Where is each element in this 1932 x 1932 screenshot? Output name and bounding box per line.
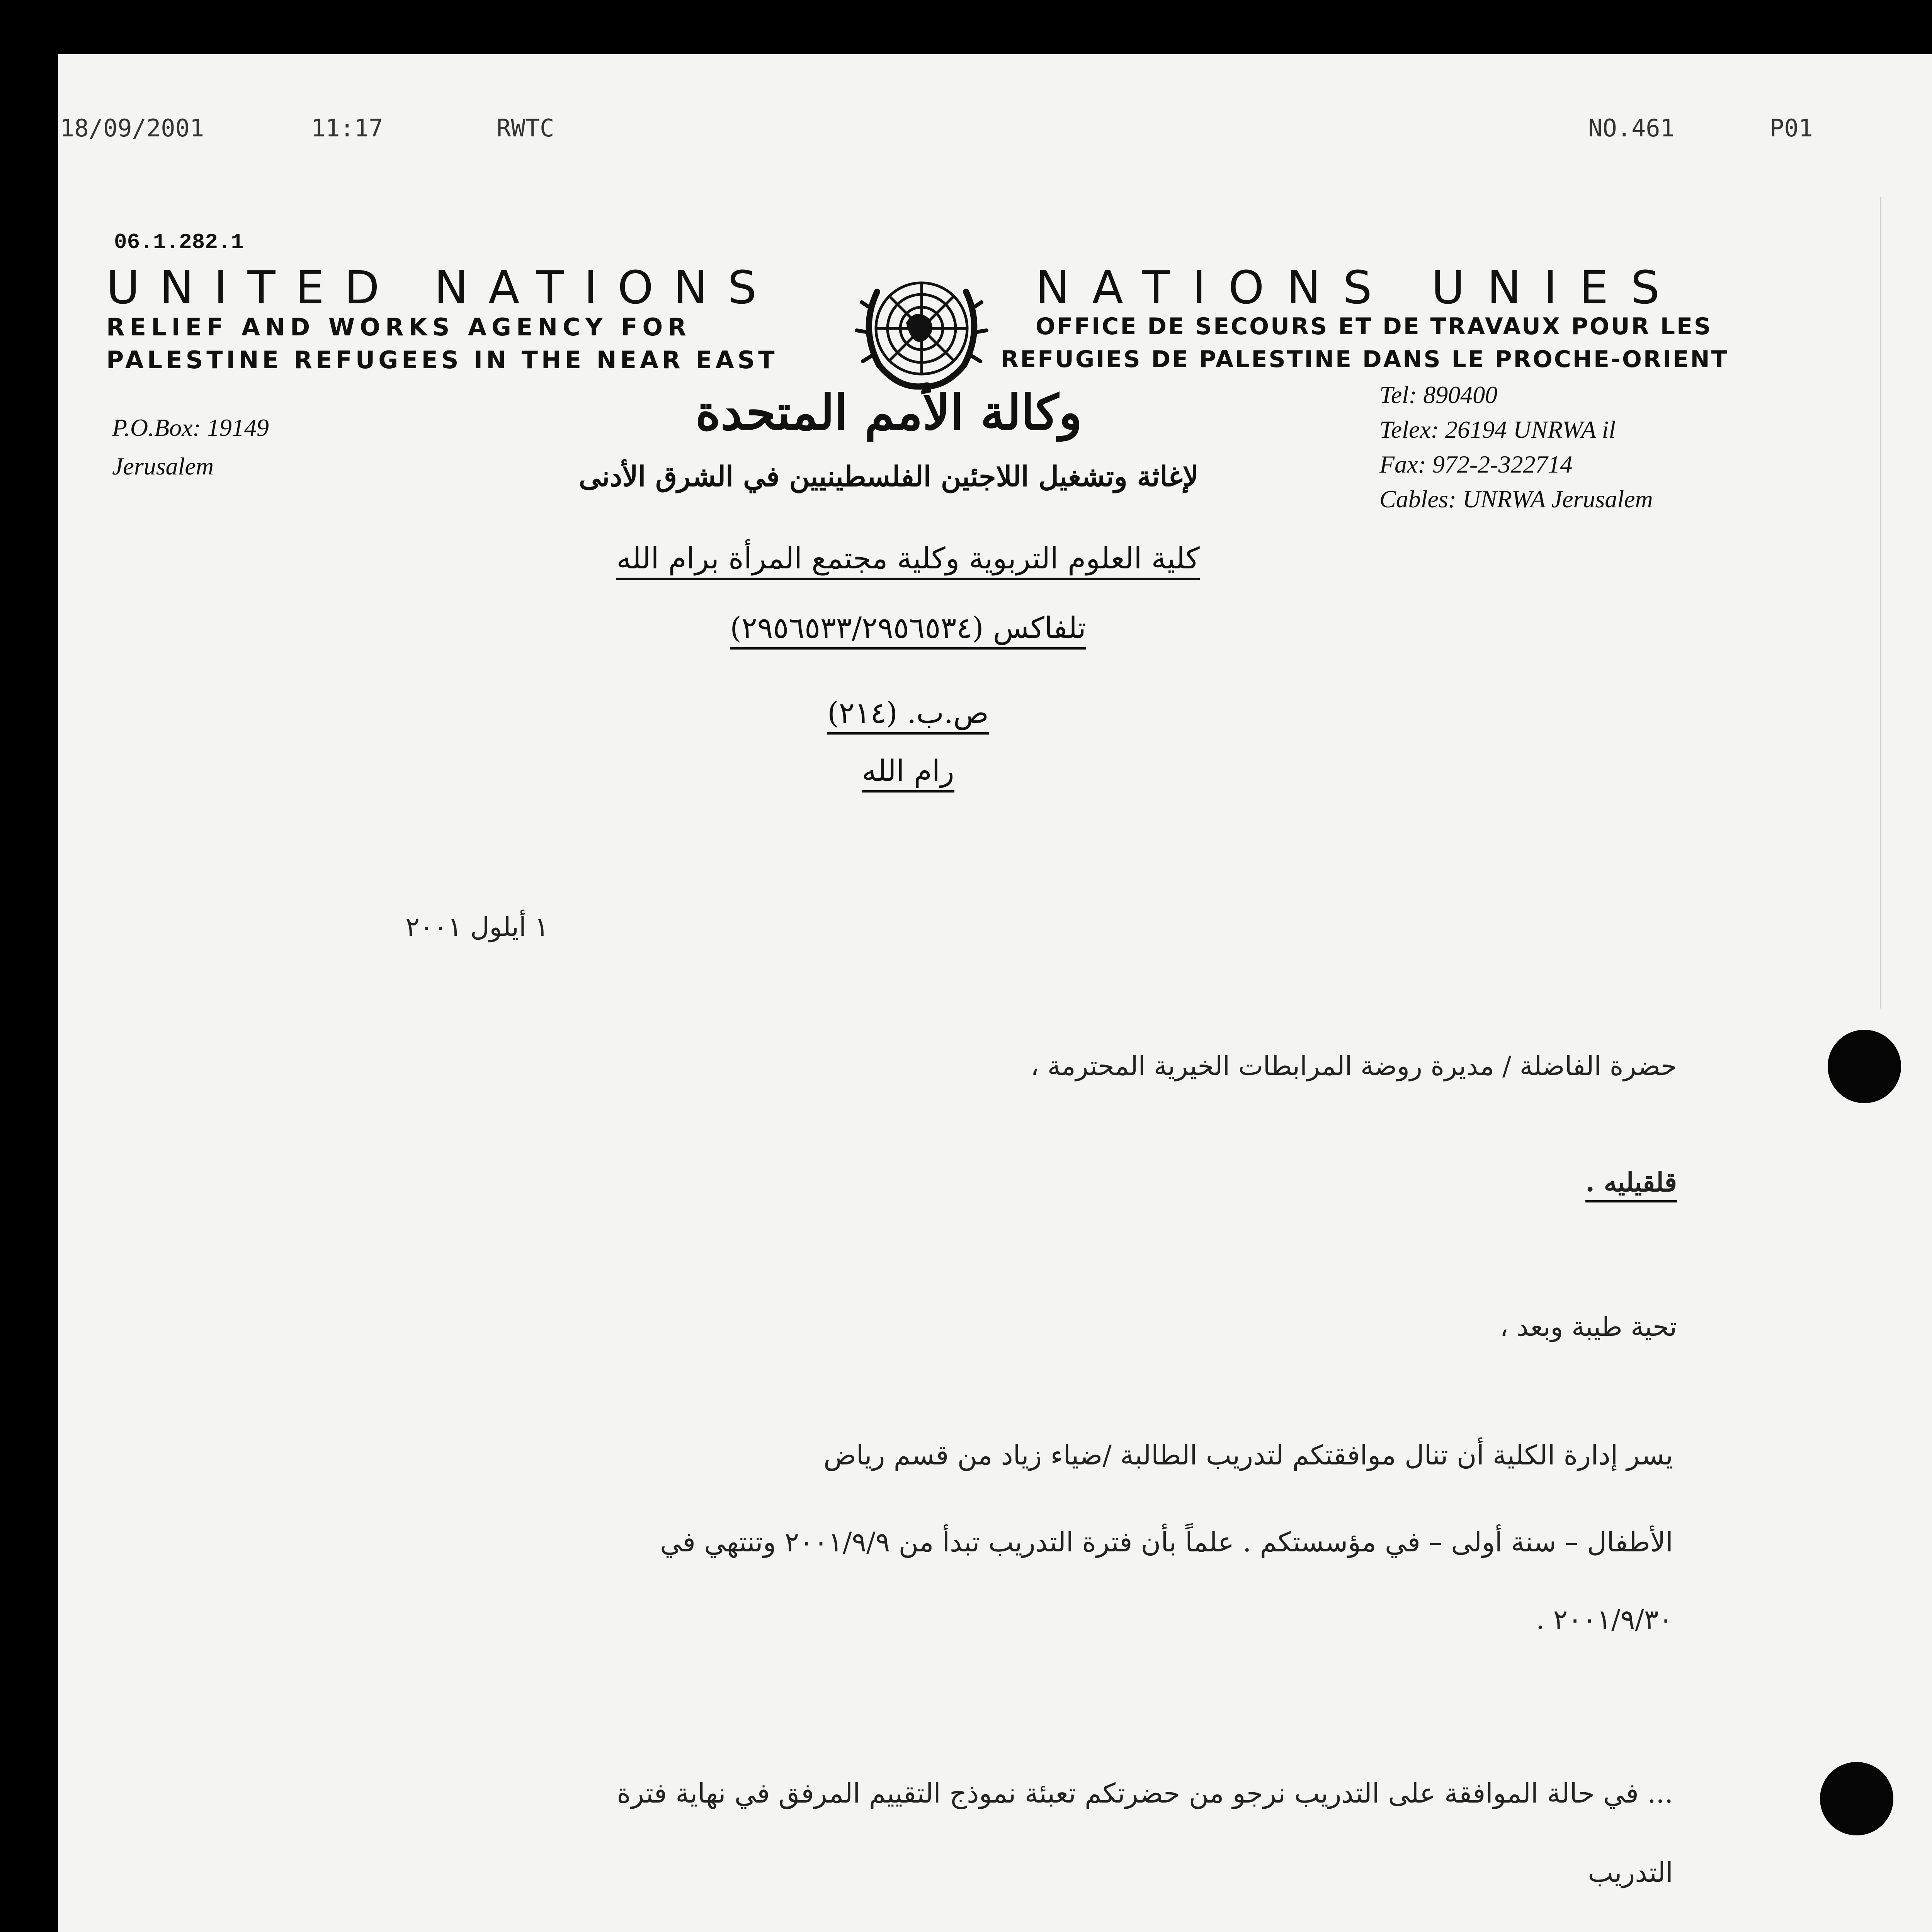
- fold-line: [1880, 197, 1881, 1009]
- letter-date: ١ أيلول ٢٠٠١: [405, 912, 549, 942]
- greeting: تحية طيبة وبعد ،: [1500, 1312, 1677, 1342]
- paragraph-2-line-2: التدريب: [1588, 1857, 1673, 1888]
- fax-page: P01: [1770, 114, 1813, 142]
- college-fax: تلفاكس (٢٩٥٦٥٣٣/٢٩٥٦٥٣٤): [730, 611, 1086, 650]
- letterhead-fr-line3: REFUGIES DE PALESTINE DANS LE PROCHE-ORIENT: [1001, 346, 1729, 373]
- college-pobox: ص.ب. (٢١٤): [827, 696, 989, 735]
- addressee-city: قلقيليه .: [1585, 1167, 1677, 1202]
- college-fax-block: [541, 611, 1275, 645]
- paragraph-2-line-1: ... في حالة الموافقة على التدريب نرجو من حضرتكم تعبئة نموذج التقييم المرفق في نهاية فترة: [617, 1777, 1673, 1809]
- tel: Tel: 890400: [1379, 381, 1498, 408]
- letterhead-en-line2: RELIEF AND WORKS AGENCY FOR: [106, 313, 691, 341]
- letter-page: [58, 54, 1932, 1932]
- po-box: P.O.Box: 19149: [112, 414, 269, 441]
- fax-time: 11:17: [311, 114, 383, 142]
- college-city-block: [541, 753, 1275, 788]
- college-name: كلية العلوم التربوية وكلية مجتمع المرأة برام الله: [616, 541, 1199, 580]
- college-name-block: [541, 541, 1275, 575]
- telex: Telex: 26194 UNRWA il: [1379, 416, 1616, 443]
- letterhead-ar-subtitle: لإغاثة وتشغيل اللاجئين الفلسطينيين في الشرق الأدنى: [579, 460, 1199, 493]
- fax-sender-id: RWTC: [497, 114, 554, 142]
- city: Jerusalem: [112, 452, 214, 480]
- addressee-city-block: [1585, 1167, 1677, 1198]
- paragraph-1-line-2: الأطفال – سنة أولى – في مؤسستكم . علماً بأن فترة التدريب تبدأ من ٢٠٠١/٩/٩ وتنتهي في: [660, 1526, 1673, 1558]
- fax-date: 18/09/2001: [60, 114, 204, 142]
- letterhead-en-line3: PALESTINE REFUGEES IN THE NEAR EAST: [106, 346, 778, 374]
- fax-number: NO.461: [1588, 114, 1675, 142]
- fax-number-contact: Fax: 972-2-322714: [1379, 451, 1573, 478]
- reference-code: 06.1.282.1: [114, 230, 244, 255]
- paragraph-1-line-1: يسر إدارة الكلية أن تنال موافقتكم لتدريب الطالبة /ضياء زياد من قسم رياض: [823, 1439, 1673, 1471]
- letterhead-ar-title: وكالة الأمم المتحدة: [695, 384, 1082, 441]
- paragraph-1-line-3: ٢٠٠١/٩/٣٠ .: [1536, 1604, 1673, 1635]
- college-pobox-block: [541, 696, 1275, 730]
- addressee: حضرة الفاضلة / مديرة روضة المرابطات الخيرية المحترمة ،: [1031, 1051, 1677, 1082]
- letterhead-fr-title: NATIONS UNIES: [1036, 261, 1682, 314]
- punch-hole-bottom: [1820, 1762, 1893, 1835]
- cables: Cables: UNRWA Jerusalem: [1379, 485, 1653, 513]
- letterhead-fr-line2: OFFICE DE SECOURS ET DE TRAVAUX POUR LES: [1036, 313, 1713, 340]
- college-city: رام الله: [862, 753, 954, 793]
- letterhead-en-title: UNITED NATIONS: [106, 261, 777, 314]
- punch-hole-top: [1828, 1030, 1901, 1103]
